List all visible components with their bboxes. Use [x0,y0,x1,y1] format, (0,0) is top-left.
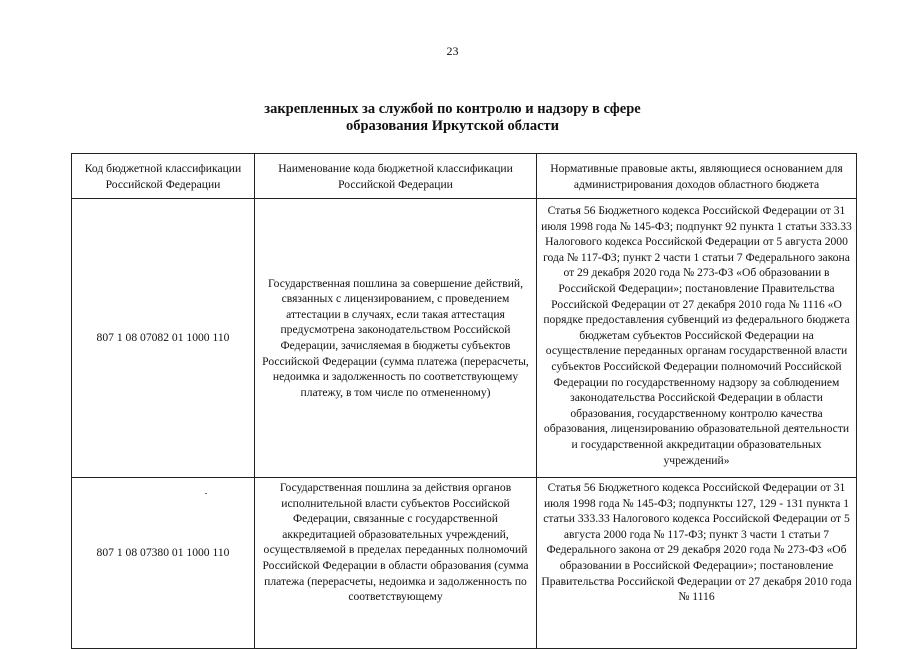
code-name-cell: Государственная пошлина за совершение действий, связанных с лицензированием, с проведением аттестации в случаях, если такая аттестация предусмотрена законодательством Российской Федерации, зачисляемая в бюджеты субъектов Российской Федерации (сумма платежа (перерасчеты, недоимка и задолженность по соответствующему платежу, в том числе по отмененному) [255,199,537,478]
table-row [72,199,857,478]
budget-code: 807 1 08 07082 01 1000 110 [96,331,230,345]
page-number: 23 [446,44,459,58]
section-title-line-1: закрепленных за службой по контролю и надзору в сфере [264,101,641,117]
header-budget-code: Код бюджетной классификации Российской Федерации [72,154,255,199]
legal-acts-cell: Статья 56 Бюджетного кодекса Российской Федерации от 31 июля 1998 года № 145-ФЗ; подпункты 127, 129 - 131 пункта 1 статьи 333.33 Налогового кодекса Российской Федерации от 5 августа 2000 года № 117-ФЗ; пункт 3 части 1 статьи 7 Федерального закона от 29 декабря 2020 года № 273-ФЗ «Об образовании в Российской Федерации»; постановление Правительства Российской Федерации от 27 декабря 2010 года № 1116 [537,478,857,649]
table-row [72,478,857,649]
header-legal-acts: Нормативные правовые акты, являющиеся основанием для администрирования доходов областного бюджета [537,154,857,199]
budget-codes-table [71,153,857,649]
code-name-cell: Государственная пошлина за действия органов исполнительной власти субъектов Российской Федерации, связанные с государственной аккредитацией образовательных учреждений, осуществляемой в пределах переданных полномочий Российской Федерации в области образования (сумма платежа (перерасчеты, недоимка и задолженность по соответствующему [255,478,537,649]
scan-speck [205,493,207,494]
budget-code-cell [72,199,255,478]
budget-code-cell [72,478,255,649]
table-header-row [72,154,857,199]
section-title [0,101,905,135]
header-code-name: Наименование кода бюджетной классификации Российской Федерации [255,154,537,199]
budget-code: 807 1 08 07380 01 1000 110 [96,546,230,560]
section-title-line-2: образования Иркутской области [345,118,559,134]
legal-acts-cell: Статья 56 Бюджетного кодекса Российской Федерации от 31 июля 1998 года № 145-ФЗ; подпункт 92 пункта 1 статьи 333.33 Налогового кодекса Российской Федерации от 5 августа 2000 года № 117-ФЗ; пункт 2 части 1 статьи 7 Федерального закона от 29 декабря 2020 года № 273-ФЗ «Об образовании в Российской Федерации»; постановление Правительства Российской Федерации от 27 декабря 2010 года № 1116 «О порядке предоставления субвенций из федерального бюджета бюджетам субъектов Российской Федерации на осуществление переданных органам государственной власти субъектов Российской Федерации полномочий Российской Федерации по государственному надзору за соблюдением законодательства Российской Федерации в области образования, государственному контролю качества образования, лицензированию образовательной деятельности и государственной аккредитации образовательных учреждений» [537,199,857,478]
